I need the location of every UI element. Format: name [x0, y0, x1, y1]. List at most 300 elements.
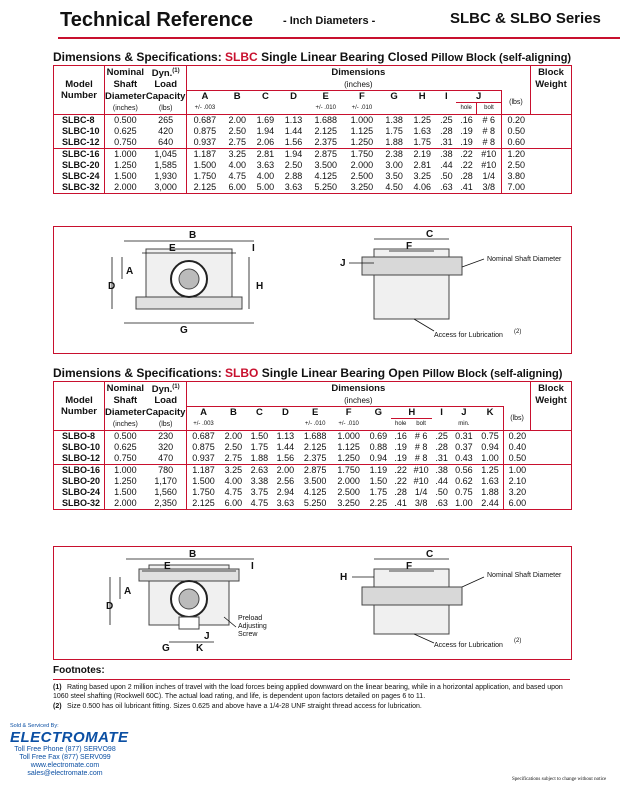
slbc-shaft [179, 269, 199, 289]
col-bolt-o: bolt [410, 419, 432, 431]
table-cell: 1.187 [193, 149, 217, 160]
note-ref: (2) [514, 329, 522, 335]
table-cell: 7.00 [507, 182, 525, 193]
table-cell: 5.250 [314, 182, 337, 193]
table-cell: 2.44 [477, 498, 504, 509]
table-cell: 0.20 [507, 115, 525, 126]
table-cell: .22 [460, 149, 473, 160]
table-cell: 4.00 [228, 160, 246, 171]
table-cell: 2.75 [228, 137, 246, 148]
table-cell: 3.00 [385, 160, 403, 171]
table-cell: 0.40 [508, 442, 527, 453]
table-cell: SLBO-12 [54, 453, 105, 465]
table-cell: 1.000 [350, 115, 374, 126]
table-cell: 2.00 [276, 465, 295, 476]
table-cell: 1.750 [192, 487, 215, 498]
label-c: C [426, 229, 434, 240]
table-cell: 6.00 [224, 498, 243, 509]
slbo-drawing [54, 547, 571, 659]
table-cell: .41 [394, 498, 407, 509]
table-cell: 0.20 [508, 431, 527, 442]
label-f-o: F [406, 561, 413, 572]
table-cell: 3.63 [276, 498, 295, 509]
table-cell: 2.50 [224, 442, 243, 453]
table-cell: 3.75 [250, 487, 269, 498]
table-row [54, 498, 571, 509]
table-cell: 2.19 [413, 149, 431, 160]
table-cell: 0.88 [369, 442, 388, 453]
table-cell: 2.38 [385, 149, 403, 160]
col-hole: hole [456, 103, 476, 115]
col-shaft-2: Shaft [113, 79, 138, 91]
table-cell: .63 [435, 498, 448, 509]
table-cell: .31 [440, 137, 453, 148]
table-cell: 1,045 [146, 149, 187, 161]
table-row [54, 431, 571, 443]
table-cell: 0.937 [192, 453, 215, 464]
table-cell: SLBC-12 [54, 137, 105, 149]
preload-line2: Adjusting [238, 623, 267, 630]
table-cell: 1,930 [146, 171, 187, 182]
table-cell: 1.44 [284, 126, 303, 137]
table-cell: 1.75 [385, 126, 403, 137]
col-load: Dyn.$^{(1)}$ [146, 66, 187, 79]
table-cell: 0.60 [507, 137, 525, 148]
label-e-o: E [164, 561, 171, 572]
slbo-opening [179, 617, 199, 629]
slbc-heading [53, 50, 571, 64]
table-cell: .22 [394, 476, 407, 487]
table-cell: SLBC-10 [54, 126, 105, 137]
table-cell: .22 [460, 160, 473, 171]
table-cell: 0.75 [477, 431, 504, 443]
slbc-heading-code: SLBC [225, 50, 258, 64]
table-cell: 0.94 [369, 453, 388, 464]
table-cell: .22 [394, 465, 407, 476]
tol-a: +/- .003 [194, 104, 216, 111]
col-shaft-unit: (inches) [112, 104, 138, 112]
col-load-3: Capacity [145, 91, 186, 103]
col-weight-o: Block [538, 383, 564, 395]
table-cell: 4.06 [413, 182, 431, 193]
slbo-heading-desc: Single Linear Bearing Open [261, 366, 420, 380]
label-a: A [126, 266, 134, 277]
col-weight-unit-o: (lbs) [504, 407, 531, 431]
table-cell: 2.125 [193, 182, 217, 193]
table-cell: 3.25 [413, 171, 431, 182]
col-weight-o2: Weight [535, 395, 567, 407]
col-load-o3: Capacity [145, 407, 186, 419]
table-cell: 2.06 [256, 137, 275, 148]
table-cell: .19 [394, 442, 407, 453]
table-cell: 1.00 [508, 465, 527, 476]
col-load-unit-o: (lbs) [146, 419, 187, 431]
table-cell: 1,585 [146, 160, 187, 171]
slbo-rows-small [54, 431, 571, 465]
slbc-block-base [136, 297, 242, 309]
slbc-heading-desc: Single Linear Bearing Closed [261, 50, 428, 64]
table-cell: 1.50 [250, 431, 269, 442]
table-cell: # 8 [414, 442, 428, 453]
preload-line1: Preload [238, 615, 263, 622]
table-cell: 2.50 [507, 160, 525, 171]
vendor-block [10, 723, 150, 778]
table-cell: 2.50 [284, 160, 303, 171]
table-cell: 1.125 [337, 442, 360, 453]
vendor-email[interactable]: sales@electromate.com [27, 770, 103, 777]
table-cell: .28 [460, 171, 473, 182]
table-cell: 1.25 [413, 115, 431, 126]
col-dimensions-o: Dimensions [186, 382, 530, 395]
note-lube: Access for Lubrication [434, 332, 503, 339]
table-cell: 1.500 [192, 476, 215, 487]
slbc-heading-tail: Pillow Block (self-aligning) [431, 52, 572, 64]
table-cell: .19 [460, 126, 473, 137]
vendor-logo: ELECTROMATE [10, 729, 129, 746]
footnote-2-label: (2) [53, 703, 62, 710]
table-cell: 1,170 [146, 476, 187, 487]
table-cell: 3.250 [350, 182, 374, 193]
footnote-2 [53, 703, 570, 712]
table-cell: 0.94 [477, 442, 504, 453]
table-cell: 2.500 [350, 171, 374, 182]
table-cell: 1.250 [337, 453, 360, 464]
table-row [54, 476, 571, 487]
col-shaft-o: Nominal [106, 383, 145, 395]
col-bolt: bolt [477, 103, 502, 115]
table-cell: 3.80 [507, 171, 525, 182]
footnote-1-label: (1) [53, 684, 62, 691]
table-cell: 4.00 [256, 171, 275, 182]
table-cell: 6.00 [508, 498, 527, 509]
table-cell: 2.00 [224, 431, 243, 442]
table-cell: 1.00 [455, 498, 473, 509]
label-h: H [256, 281, 264, 292]
table-cell: 1.63 [477, 476, 504, 487]
table-cell: 2.375 [314, 137, 337, 148]
table-cell: 2.500 [337, 487, 360, 498]
table-cell: 1.56 [284, 137, 303, 148]
table-cell: SLBO-20 [54, 476, 105, 487]
slbo-diagram [53, 546, 572, 660]
table-cell: 0.937 [193, 137, 217, 148]
slbc-heading-prefix: Dimensions & Specifications: [53, 50, 222, 64]
col-shaft: Nominal [106, 67, 145, 79]
label-j: J [340, 258, 346, 269]
table-cell: 4.75 [250, 498, 269, 509]
table-cell: #10 [413, 465, 429, 476]
table-cell: 2.10 [508, 476, 527, 487]
col-load-o2: Load [146, 395, 187, 407]
disclaimer: Specifications subject to change without notice [512, 777, 607, 782]
table-cell: .19 [460, 137, 473, 148]
table-cell: 3.25 [224, 465, 243, 476]
table-row [54, 115, 571, 127]
note-lube-o: Access for Lubrication [434, 642, 503, 649]
table-cell: 0.50 [508, 453, 527, 464]
table-cell: 1,560 [146, 487, 187, 498]
table-cell: 0.62 [455, 476, 473, 487]
table-cell: # 8 [414, 453, 428, 464]
table-cell: 1.250 [114, 476, 137, 487]
table-cell: 1.50 [369, 476, 388, 487]
table-cell: 1.250 [350, 137, 374, 148]
col-hole-o: hole [391, 419, 410, 431]
table-cell: SLBC-20 [54, 160, 105, 171]
table-cell: .38 [440, 149, 453, 160]
table-cell: 1.75 [413, 137, 431, 148]
table-row [54, 160, 571, 171]
table-cell: 2.125 [303, 442, 327, 453]
table-row [54, 182, 571, 193]
slbo-rows-large [54, 465, 571, 510]
table-cell: .44 [435, 476, 448, 487]
table-cell: #10 [477, 160, 502, 171]
table-cell: 1.00 [477, 453, 504, 465]
table-cell: 1.500 [114, 487, 137, 498]
table-cell: 2.875 [303, 465, 327, 476]
table-cell: .16 [394, 431, 407, 442]
table-cell: 4.50 [385, 182, 403, 193]
note-shaft: Nominal Shaft Diameter [487, 256, 562, 263]
page-header [0, 0, 638, 40]
table-cell: 1.20 [507, 149, 525, 160]
slbo-shaft-side [362, 587, 462, 605]
col-load-o: Dyn.$^{(1)}$ [146, 382, 187, 395]
table-cell: 2.125 [192, 498, 215, 509]
col-load-unit: (lbs) [146, 103, 187, 115]
label-c-o: C [426, 549, 434, 560]
table-cell: 4.75 [228, 171, 246, 182]
table-cell: 1.688 [303, 431, 327, 442]
table-cell: 2.25 [369, 498, 388, 509]
footnote-1-text: Rating based upon 2 million inches of travel with the load forces being applied downward on the linear bearing, while in a horizontal application, and based upon 1060 steel shafting (Rockwell 60C). The actual load rating, and life, is dependent upon factors detailed on pages 6 to 11. [53, 684, 563, 700]
table-cell: .31 [435, 453, 448, 464]
table-cell: .16 [460, 115, 473, 126]
table-cell: #10 [413, 476, 429, 487]
col-dims-unit-o: (inches) [186, 395, 530, 407]
series-title: SLBC & SLBO Series [450, 10, 601, 27]
table-cell: # 8 [477, 137, 502, 149]
table-cell: 2.81 [256, 149, 275, 160]
table-cell: 2.56 [276, 476, 295, 487]
table-row [54, 126, 571, 137]
table-cell: 0.31 [455, 431, 473, 442]
slbo-shaft [179, 589, 199, 609]
table-cell: 780 [146, 465, 187, 477]
table-cell: 1.750 [337, 465, 360, 476]
label-k-o: K [196, 643, 204, 654]
table-cell: 1.250 [114, 160, 137, 171]
table-cell: 1.88 [477, 487, 504, 498]
table-cell: SLBO-32 [54, 498, 105, 509]
label-b-o: B [189, 549, 197, 560]
tol-f: +/- .010 [351, 104, 373, 111]
table-cell: SLBC-8 [54, 115, 105, 127]
table-cell: 2.000 [114, 498, 137, 509]
table-cell: 320 [146, 442, 187, 453]
table-cell: 0.687 [192, 431, 215, 442]
footnote-2-text: Size 0.500 has oil lubricant fitting. Sizes 0.625 and above have a 1/4-28 UNF straight thread access for lubrication. [67, 703, 422, 710]
table-cell: 0.56 [455, 465, 473, 476]
table-cell: 1.56 [276, 453, 295, 464]
slbc-shaft-side [362, 257, 462, 275]
col-dims-unit: (inches) [186, 79, 530, 91]
table-cell: 1.19 [369, 465, 388, 476]
page-subtitle: - Inch Diameters - [283, 15, 376, 27]
table-cell: 3.20 [508, 487, 527, 498]
table-row [54, 442, 571, 453]
table-cell: 2.75 [224, 453, 243, 464]
vendor-fax: Toll Free Fax (877) SERV099 [19, 754, 111, 761]
table-cell: 1.63 [413, 126, 431, 137]
table-cell: 0.875 [193, 126, 217, 137]
table-cell: .50 [440, 171, 453, 182]
table-row [54, 465, 571, 477]
table-cell: 2.375 [303, 453, 327, 464]
table-cell: .41 [460, 182, 473, 193]
table-cell: 3.500 [303, 476, 327, 487]
table-cell: .44 [440, 160, 453, 171]
table-cell: .50 [435, 487, 448, 498]
col-weight-unit: (lbs) [501, 91, 530, 115]
col-load-2: Load [146, 79, 187, 91]
table-cell: 420 [146, 126, 187, 137]
table-cell: 470 [146, 453, 187, 465]
table-cell: SLBO-8 [54, 431, 105, 443]
table-cell: 4.125 [303, 487, 327, 498]
table-cell: 3/8 [477, 182, 502, 193]
label-f: F [406, 241, 413, 252]
table-cell: 1.13 [276, 431, 295, 442]
slbo-heading-code: SLBO [225, 366, 259, 380]
table-cell: 3.63 [256, 160, 275, 171]
slbc-drawing [54, 227, 571, 353]
table-cell: 0.43 [455, 453, 473, 464]
table-cell: 3,000 [146, 182, 187, 193]
table-cell: 2.00 [228, 115, 246, 126]
vendor-sold: Sold & Serviced By: [10, 723, 59, 729]
table-cell: 1.25 [477, 465, 504, 477]
table-cell: 3.38 [250, 476, 269, 487]
table-cell: 3/8 [414, 498, 428, 509]
table-cell: 0.687 [193, 115, 217, 126]
table-cell: 4.125 [314, 171, 337, 182]
table-cell: 0.750 [114, 453, 137, 464]
vendor-phone: Toll Free Phone (877) SERVO98 [14, 746, 116, 753]
table-cell: 5.250 [303, 498, 327, 509]
table-cell: .25 [440, 115, 453, 126]
table-cell: SLBO-16 [54, 465, 105, 477]
slbo-table-box [53, 381, 572, 510]
table-cell: .28 [440, 126, 453, 137]
tol-a-o: +/- .003 [193, 420, 214, 427]
note-ref-o: (2) [514, 638, 522, 644]
table-cell: 1.500 [114, 171, 137, 182]
label-i-o: I [251, 561, 254, 572]
table-cell: 0.750 [114, 137, 137, 148]
preload-line3: Screw [238, 631, 258, 638]
slbc-table-box [53, 65, 572, 194]
table-cell: 0.625 [114, 126, 137, 137]
table-cell: 1/4 [477, 171, 502, 182]
table-cell: 1.000 [114, 149, 137, 160]
table-cell: 1.69 [256, 115, 275, 126]
table-cell: 2.94 [276, 487, 295, 498]
table-row [54, 137, 571, 149]
vendor-web[interactable]: www.electromate.com [30, 762, 100, 769]
table-cell: 3.50 [385, 171, 403, 182]
label-d: D [108, 281, 116, 292]
table-cell: 1.75 [369, 487, 388, 498]
table-cell: SLBC-16 [54, 149, 105, 161]
table-cell: 1/4 [414, 487, 428, 498]
table-cell: SLBO-24 [54, 487, 105, 498]
table-cell: 0.50 [507, 126, 525, 137]
table-cell: # 8 [477, 126, 502, 137]
col-model-2: Model Number [54, 382, 105, 431]
table-cell: 1.750 [350, 149, 374, 160]
table-cell: 1.000 [114, 465, 137, 476]
col-weight: Block [538, 67, 564, 79]
col-shaft-unit-o: (inches) [112, 420, 138, 428]
slbc-rows-large [54, 149, 571, 194]
col-weight-2: Weight [535, 79, 567, 91]
table-cell: 0.75 [455, 487, 473, 498]
table-cell: SLBC-32 [54, 182, 105, 193]
table-cell: 0.500 [114, 431, 137, 442]
col-dimensions: Dimensions [186, 66, 530, 79]
table-cell: 3.250 [337, 498, 360, 509]
table-cell: 6.00 [228, 182, 246, 193]
table-cell: 1.688 [314, 115, 337, 126]
table-cell: 1.750 [193, 171, 217, 182]
table-cell: 1.75 [250, 442, 269, 453]
tol-e-o: +/- .010 [304, 420, 326, 427]
table-cell: 2,350 [146, 498, 187, 509]
table-cell: 4.00 [224, 476, 243, 487]
slbo-heading [53, 366, 562, 380]
table-cell: 3.63 [284, 182, 303, 193]
table-cell: 1.94 [256, 126, 275, 137]
table-row [54, 149, 571, 161]
table-cell: 1.38 [385, 115, 403, 126]
table-cell: .25 [435, 431, 448, 442]
slbc-rows-small [54, 115, 571, 149]
table-cell: 1.500 [193, 160, 217, 171]
table-cell: 4.75 [224, 487, 243, 498]
table-cell: .63 [440, 182, 453, 193]
table-cell: 1.187 [192, 465, 215, 476]
table-cell: 2.50 [228, 126, 246, 137]
slbo-spec-table: Model Number Nominal Dyn.$^{(1)}$ Dimensions Block Shaft Load (inches) Weight Diameter Capacity A B C D E F G H I J K (lbs) (inches) (lbs) +/- .003 +/- .010 +/- .010 hole bolt min. SLBO-8 0.500 230 0.687 2.00 1.50 1.13 1.688 1.000 0.69 .16 # 6 .25 0.31 0.75 0.20 SLBO-10 0.625 320 0.875 2.50 1.75 1.44 2.125 1.125 0.88 .19 # 8 .28 0.37 0.94 0.40 SLBO-12 0.750 470 0.937 2.75 1.88 1.56 2.375 1.250 0.94 .19 # 8 .31 0.43 1.00 0.50 SLBO-16 1.000 780 1.187 3.25 2.63 2.00 2.875 1.750 1.19 .22 #10 .38 0.56 1.25 1.00 SLBO-20 1.250 1,170 1.500 4.00 3.38 2.56 3.500 2.000 1.50 .22 #10 .44 0.62 1.63 2.10 SLBO-24 1.500 1,560 1.750 4.75 3.75 2.94 4.125 2.500 1.75 .28 1/4 .50 0.75 1.88 3.20 SLBO-32 2.000 2,350 2.125 6.00 4.75 3.63 5.250 3.250 2.25 .41 3/8 .63 1.00 2.44 6.00 [54, 382, 571, 509]
label-h-o: H [340, 572, 348, 583]
table-row [54, 453, 571, 465]
table-cell: 2.000 [337, 476, 360, 487]
label-a-o: A [124, 586, 132, 597]
table-cell: 265 [146, 115, 187, 127]
table-cell: .28 [435, 442, 448, 453]
col-min: min. [458, 420, 470, 427]
footnote-1 [53, 684, 570, 701]
slbo-heading-prefix: Dimensions & Specifications: [53, 366, 222, 380]
slbo-heading-tail: Pillow Block (self-aligning) [422, 368, 563, 380]
label-d-o: D [106, 601, 114, 612]
col-shaft-o2: Shaft [113, 395, 138, 407]
label-i: I [252, 243, 255, 254]
page-title: Technical Reference [60, 9, 254, 31]
label-b: B [189, 230, 197, 241]
